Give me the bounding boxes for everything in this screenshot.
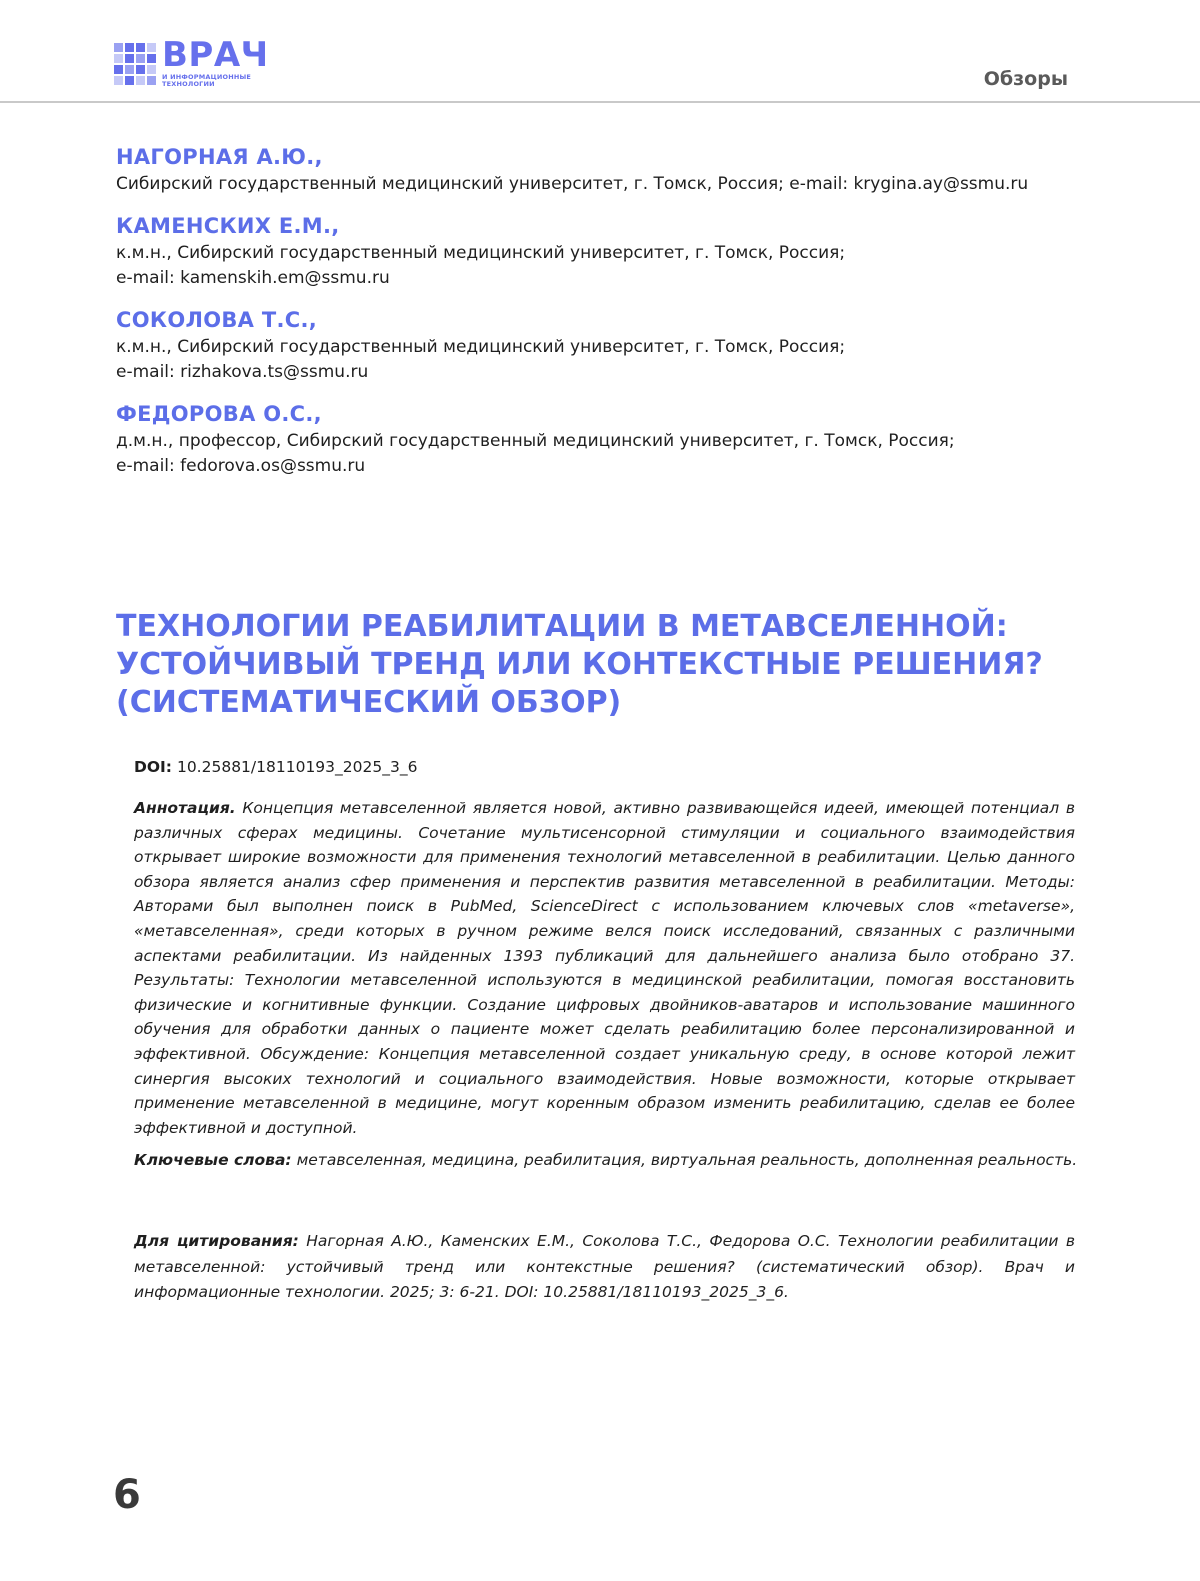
- section-label: Обзоры: [984, 68, 1068, 90]
- author-affiliation: к.м.н., Сибирский государственный медицинский университет, г. Томск, Россия;: [116, 335, 1096, 360]
- author-affiliation: д.м.н., профессор, Сибирский государственный медицинский университет, г. Томск, Россия;: [116, 429, 1096, 454]
- author-list: [116, 142, 1096, 493]
- abstract-label: Аннотация.: [134, 799, 236, 817]
- doi-value: 10.25881/18110193_2025_3_6: [177, 758, 418, 776]
- author-name: СОКОЛОВА Т.С.,: [116, 305, 1096, 335]
- author-email: e-mail: fedorova.os@ssmu.ru: [116, 454, 1096, 479]
- logo-grid-icon: [114, 43, 158, 87]
- logo-word: ВРАЧ: [162, 36, 269, 74]
- title-line: ТЕХНОЛОГИИ РЕАБИЛИТАЦИИ В МЕТАВСЕЛЕННОЙ:: [116, 608, 1096, 646]
- author-name: НАГОРНАЯ А.Ю.,: [116, 142, 1096, 172]
- citation: [134, 1229, 1075, 1306]
- author-name: ФЕДОРОВА О.С.,: [116, 399, 1096, 429]
- keywords-text: метавселенная, медицина, реабилитация, виртуальная реальность, дополненная реальность.: [297, 1151, 1078, 1169]
- author-entry: [116, 399, 1096, 479]
- title-line: УСТОЙЧИВЫЙ ТРЕНД ИЛИ КОНТЕКСТНЫЕ РЕШЕНИЯ?: [116, 646, 1096, 684]
- doi-line: [134, 758, 417, 776]
- author-affiliation: Сибирский государственный медицинский университет, г. Томск, Россия; e-mail: krygina.ay@ssmu.ru: [116, 172, 1096, 197]
- author-email: e-mail: kamenskih.em@ssmu.ru: [116, 266, 1096, 291]
- article-title: [116, 608, 1096, 722]
- author-email: e-mail: rizhakova.ts@ssmu.ru: [116, 360, 1096, 385]
- author-affiliation: к.м.н., Сибирский государственный медицинский университет, г. Томск, Россия;: [116, 241, 1096, 266]
- keywords-label: Ключевые слова:: [134, 1151, 292, 1169]
- citation-text: Нагорная А.Ю., Каменских Е.М., Соколова Т.С., Федорова О.С. Технологии реабилитации в метавселенной: устойчивый тренд или контекстные решения? (систематический обзор). Врач и информационные технологии. 2025; 3: 6-21. DOI: 10.25881/18110193_2025_3_6.: [134, 1232, 1075, 1301]
- abstract-text: Концепция метавселенной является новой, активно развивающейся идеей, имеющей потенциал в различных сферах медицины. Сочетание мультисенсорной стимуляции и социального взаимодействия открывает широкие возможности для применения технологий метавселенной в реабилитации. Целью данного обзора является анализ сфер применения и перспектив развития метавселенной в реабилитации. Методы: Авторами был выполнен поиск в PubMed, ScienceDirect с использованием ключевых слов «metaverse», «метавселенная», среди которых в ручном режиме велся поиск исследований, связанных с различными аспектами реабилитации. Из найденных 1393 публикаций для дальнейшего анализа было отобрано 37. Результаты: Технологии метавселенной используются в медицинской реабилитации, помогая восстановить физические и когнитивные функции. Создание цифровых двойников-аватаров и использование машинного обучения для обработки данных о пациенте может сделать реабилитацию более персонализированной и эффективной. Обсуждение: Концепция метавселенной создает уникальную среду, в основе которой лежит синергия высоких технологий и социального взаимодействия. Новые возможности, которые открывает применение метавселенной в медицине, могут коренным образом изменить реабилитацию, сделав ее более эффективной и доступной.: [134, 799, 1075, 1137]
- author-entry: [116, 142, 1096, 197]
- author-entry: [116, 211, 1096, 291]
- page-header: [0, 0, 1200, 103]
- doi-label: DOI:: [134, 758, 172, 776]
- title-line: (СИСТЕМАТИЧЕСКИЙ ОБЗОР): [116, 684, 1096, 722]
- author-name: КАМЕНСКИХ Е.М.,: [116, 211, 1096, 241]
- abstract: [134, 796, 1075, 1140]
- logo-subtitle: И ИНФОРМАЦИОННЫЕ ТЕХНОЛОГИИ: [162, 74, 292, 88]
- author-entry: [116, 305, 1096, 385]
- citation-label: Для цитирования:: [134, 1232, 299, 1250]
- page-number: 6: [113, 1472, 141, 1518]
- keywords: [134, 1148, 1094, 1172]
